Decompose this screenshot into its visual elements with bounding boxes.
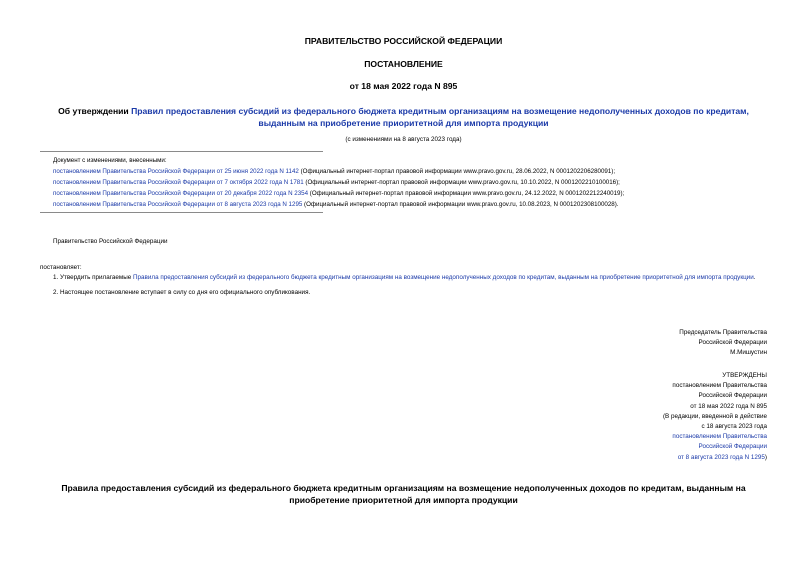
decree-paragraph-2: 2. Настоящее постановление вступает в силу со дня его официального опубликования. — [53, 289, 311, 296]
document-title — [40, 105, 767, 129]
changes-list — [53, 155, 624, 210]
amendment-link-1295[interactable]: постановлением Правительства Российской Федерации от 8 августа 2023 года N 1295 — [53, 201, 303, 208]
approved-line: постановлением Правительства — [672, 382, 767, 390]
amendment-source: (Официальный интернет-портал правовой информации www.pravo.gov.ru, 10.08.2023, N 0001202308100028). — [302, 201, 619, 208]
approval-block — [663, 371, 767, 463]
signatory-name: М.Мишустин — [730, 349, 767, 356]
edition-close-paren: ) — [764, 453, 767, 461]
approved-date: от 18 мая 2022 года N 895 — [690, 402, 767, 410]
paragraph-1-suffix: . — [753, 273, 756, 281]
amendment-link-1781[interactable]: постановлением Правительства Российской Федерации от 7 октября 2022 года N 1781 — [53, 179, 304, 186]
decrees-word: постановляет: — [40, 264, 82, 271]
issuing-body: Правительство Российской Федерации — [53, 238, 168, 245]
signature-block — [679, 328, 767, 358]
list-item — [53, 199, 624, 210]
decree-body — [40, 263, 767, 298]
approved-line: Российской Федерации — [698, 392, 767, 400]
title-rules-link[interactable]: Правил предоставления субсидий из федерального бюджета кредитным организациям на возмещение недополученных доходов по кредитам, выданным на приобретение приоритетной для импорта продукции — [131, 106, 749, 128]
list-item — [53, 166, 624, 177]
document-date-number: от 18 мая 2022 года N 895 — [349, 81, 458, 91]
edition-note: (В редакции, введенной в действие — [662, 412, 767, 420]
signatory-country: Российской Федерации — [698, 339, 767, 346]
list-item — [53, 177, 624, 188]
document-type-heading: ПОСТАНОВЛЕНИЕ — [364, 59, 443, 69]
divider-bottom — [40, 212, 323, 213]
edition-link-line-3[interactable]: от 8 августа 2023 года N 1295 — [677, 453, 765, 461]
changes-intro: Документ с изменениями, внесенными: — [53, 157, 167, 164]
changes-note: (с изменениями на 8 августа 2023 года) — [345, 136, 462, 143]
edition-link-line-1[interactable]: постановлением Правительства — [672, 433, 767, 441]
amendment-source: (Официальный интернет-портал правовой информации www.pravo.gov.ru, 28.06.2022, N 0001202206280091); — [298, 168, 616, 175]
approved-heading: УТВЕРЖДЕНЫ — [722, 372, 767, 379]
edition-date: с 18 августа 2023 года — [701, 423, 767, 431]
approved-rules-link[interactable]: Правила предоставления субсидий из федерального бюджета кредитным организациям на возмещение недополученных доходов по кредитам, выданным на приобретение приоритетной для импорта продукции — [133, 273, 754, 281]
decree-paragraph-1 — [40, 273, 767, 283]
amendment-source: (Официальный интернет-портал правовой информации www.pravo.gov.ru, 10.10.2022, N 0001202210100016); — [303, 179, 620, 186]
signatory-title: Председатель Правительства — [679, 329, 767, 336]
title-prefix: Об утверждении — [58, 106, 132, 116]
amendment-link-1142[interactable]: постановлением Правительства Российской Федерации от 25 июня 2022 года N 1142 — [53, 168, 299, 175]
amendment-source: (Официальный интернет-портал правовой информации www.pravo.gov.ru, 24.12.2022, N 0001202212240019); — [308, 190, 625, 197]
government-heading: ПРАВИТЕЛЬСТВО РОССИЙСКОЙ ФЕДЕРАЦИИ — [304, 36, 503, 46]
edition-link-line-2[interactable]: Российской Федерации — [698, 443, 767, 451]
list-item — [53, 188, 624, 199]
amendment-link-2354[interactable]: постановлением Правительства Российской Федерации от 20 декабря 2022 года N 2354 — [53, 190, 309, 197]
paragraph-1-prefix: 1. Утвердить прилагаемые — [53, 273, 133, 281]
rules-title: Правила предоставления субсидий из федерального бюджета кредитным организациям на возмещение недополученных доходов по кредитам, выданным на приобретение приоритетной для импорта продукции — [61, 483, 746, 505]
divider-top — [40, 151, 323, 152]
